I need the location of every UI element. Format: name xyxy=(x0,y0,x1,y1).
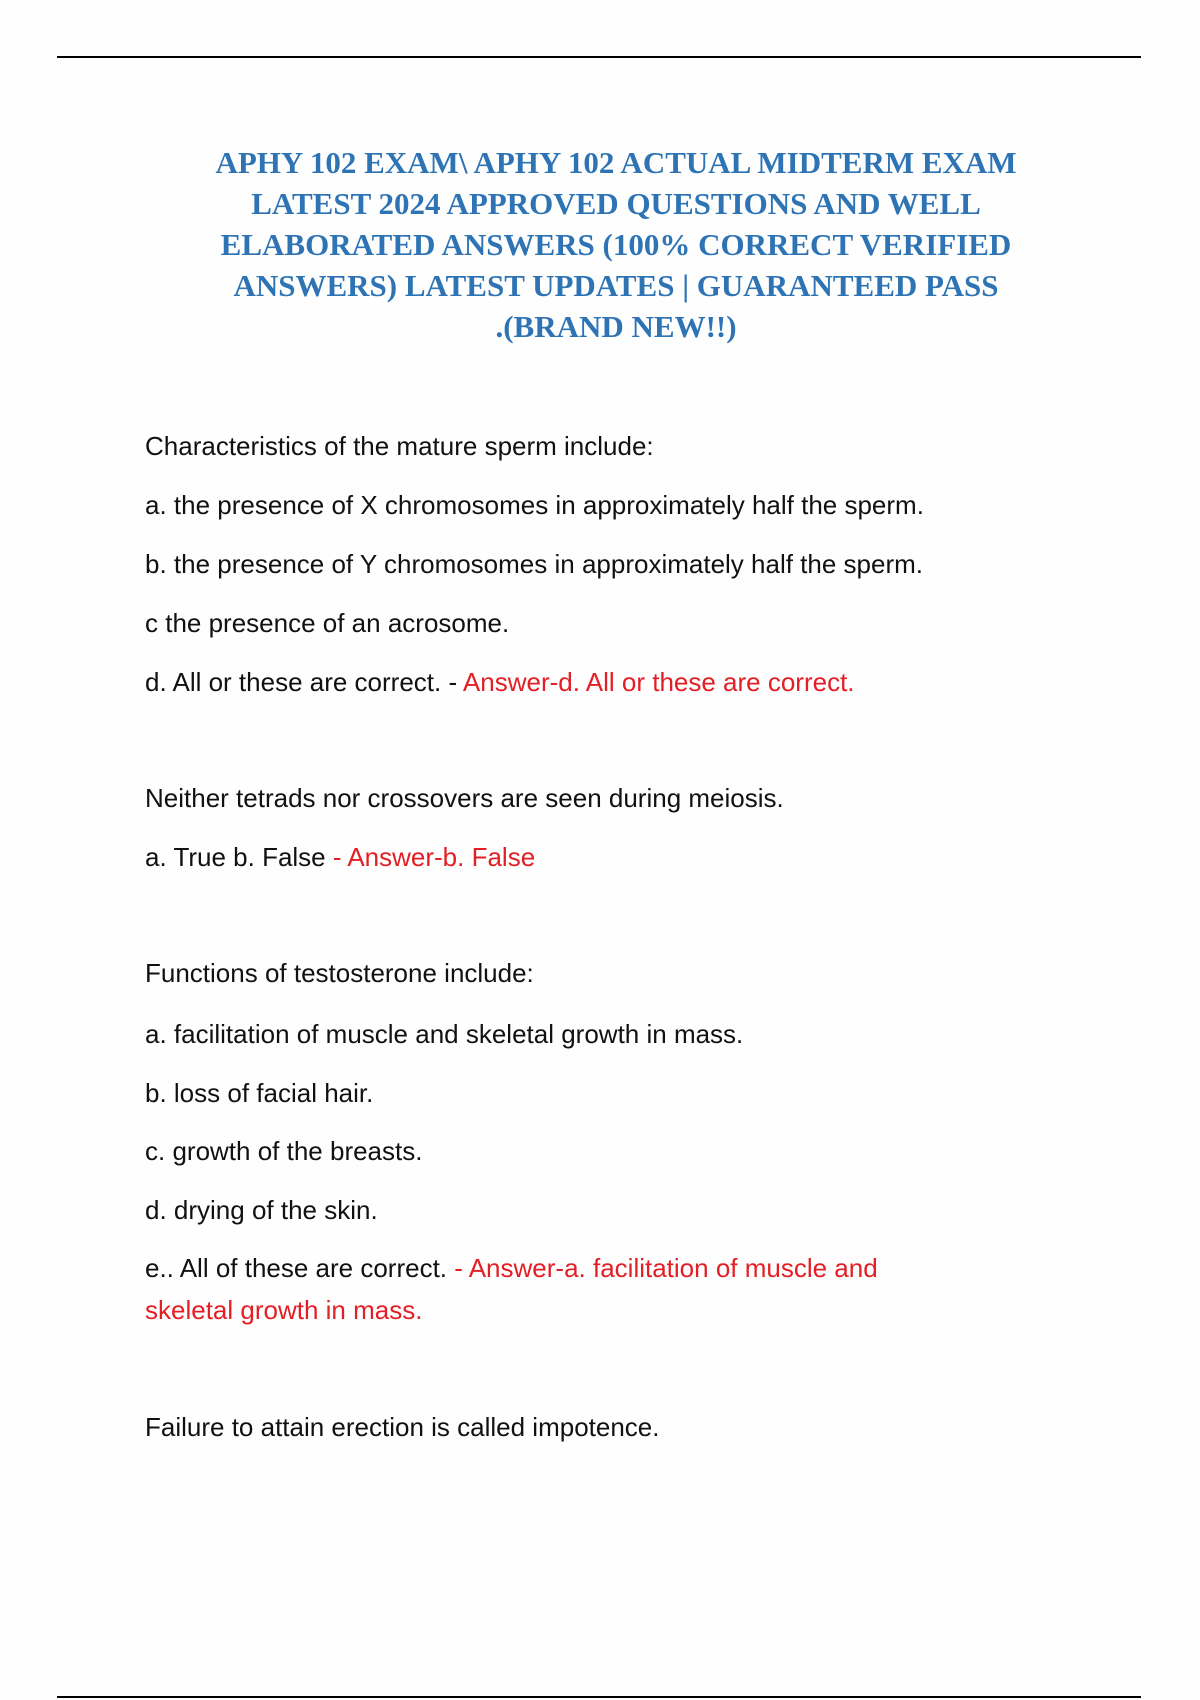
question-text: Functions of testosterone include: xyxy=(145,958,534,988)
title-line: .(BRAND NEW!!) xyxy=(495,309,737,344)
title-line: LATEST 2024 APPROVED QUESTIONS AND WELL xyxy=(251,186,981,221)
answer-option: d. drying of the skin. xyxy=(145,1195,378,1225)
bottom-divider xyxy=(57,1696,1141,1698)
answer-option-with-answer xyxy=(145,1251,878,1285)
top-divider xyxy=(57,56,1141,58)
answer-option: d. All or these are correct. - xyxy=(145,667,458,697)
question-text: Failure to attain erection is called impotence. xyxy=(145,1412,660,1442)
answer-option: e.. All of these are correct. xyxy=(145,1253,448,1283)
answer-option: a. True b. False xyxy=(145,842,326,872)
document-title xyxy=(150,142,1082,347)
answer-option: a. the presence of X chromosomes in approximately half the sperm. xyxy=(145,490,924,520)
title-line: APHY 102 EXAM\ APHY 102 ACTUAL MIDTERM EXAM xyxy=(215,145,1017,180)
title-line: ANSWERS) LATEST UPDATES | GUARANTEED PASS xyxy=(233,268,999,303)
answer-option: b. loss of facial hair. xyxy=(145,1078,374,1108)
correct-answer: Answer-d. All or these are correct. xyxy=(457,667,855,697)
answer-option: c. growth of the breasts. xyxy=(145,1136,423,1166)
answer-option: b. the presence of Y chromosomes in approximately half the sperm. xyxy=(145,549,923,579)
title-line: ELABORATED ANSWERS (100% CORRECT VERIFIED xyxy=(220,227,1012,262)
correct-answer: - Answer-b. False xyxy=(325,842,536,872)
answer-option: c the presence of an acrosome. xyxy=(145,608,510,638)
answer-option: a. facilitation of muscle and skeletal growth in mass. xyxy=(145,1019,744,1049)
answer-option-with-answer xyxy=(145,665,855,699)
question-text: Neither tetrads nor crossovers are seen during meiosis. xyxy=(145,783,784,813)
question-text: Characteristics of the mature sperm include: xyxy=(145,431,654,461)
correct-answer-continued: skeletal growth in mass. xyxy=(145,1295,423,1325)
answer-option-with-answer xyxy=(145,840,535,874)
correct-answer: - Answer-a. facilitation of muscle and xyxy=(447,1253,878,1283)
